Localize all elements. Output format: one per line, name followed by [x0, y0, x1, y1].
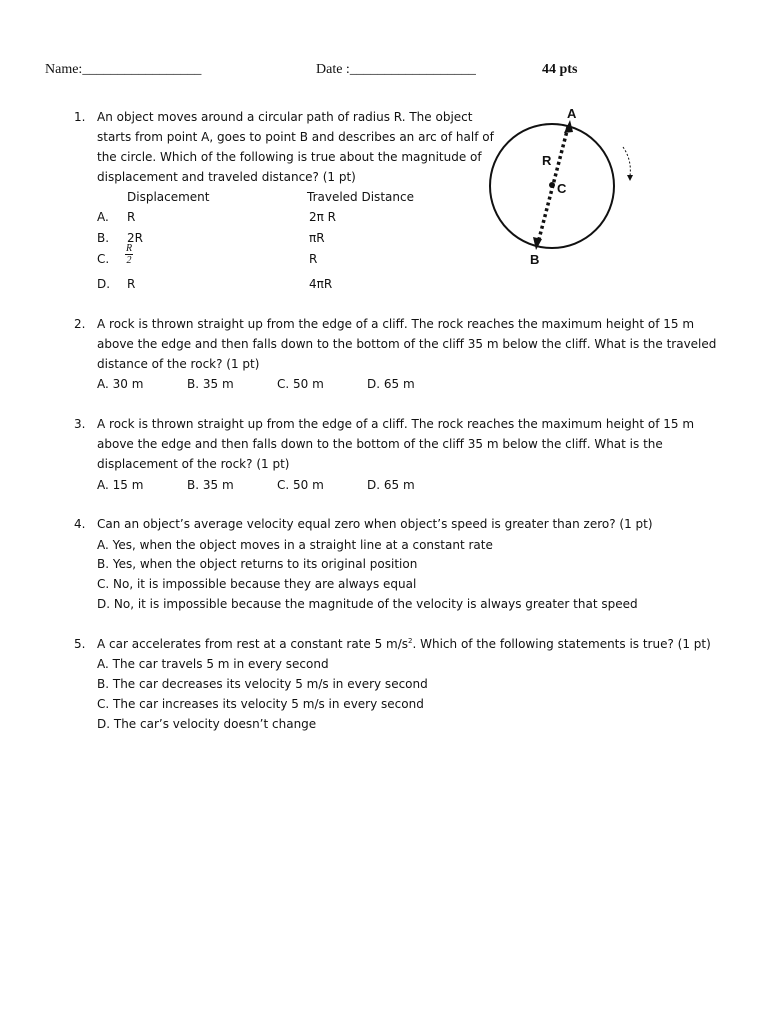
stem-after: . Which of the following statements is true? (1 pt) — [412, 637, 711, 651]
option-distance: 4πR — [309, 277, 333, 291]
question-text-line: displacement and traveled distance? (1 pt) — [97, 170, 356, 184]
question-text-line: A rock is thrown straight up from the edge of a cliff. The rock reaches the maximum height of 15 m — [97, 417, 695, 431]
circular-path-diagram — [480, 100, 650, 275]
option-letter: C. — [97, 252, 110, 266]
column-header-displacement: Displacement — [127, 190, 210, 204]
question-text-line: the circle. Which of the following is true about the magnitude of — [97, 150, 482, 164]
option: C. The car increases its velocity 5 m/s in every second — [97, 697, 424, 711]
direction-arrowhead — [627, 175, 633, 181]
date-field-label: Date :__________________ — [316, 62, 476, 77]
center-label: C — [557, 181, 567, 196]
option: B. The car decreases its velocity 5 m/s in every second — [97, 677, 428, 691]
option: A. The car travels 5 m in every second — [97, 657, 329, 671]
option: B. 35 m — [187, 478, 234, 492]
option: B. Yes, when the object returns to its original position — [97, 557, 418, 571]
question-number: 5. — [74, 637, 86, 651]
point-b-label: B — [530, 252, 540, 267]
option: D. 65 m — [367, 377, 415, 391]
option: A. Yes, when the object moves in a straight line at a constant rate — [97, 538, 493, 552]
direction-arrow — [623, 147, 630, 176]
question-text-line: A rock is thrown straight up from the edge of a cliff. The rock reaches the maximum height of 15 m — [97, 317, 695, 331]
option: A. 30 m — [97, 377, 144, 391]
option-letter: A. — [97, 210, 109, 224]
total-points: 44 pts — [542, 62, 578, 77]
option-displacement: R — [127, 277, 136, 291]
option-distance: πR — [309, 231, 325, 245]
fraction-r-over-2 — [125, 244, 133, 265]
question-number: 1. — [74, 110, 86, 124]
option: A. 15 m — [97, 478, 144, 492]
option: D. The car’s velocity doesn’t change — [97, 717, 317, 731]
option-letter: B. — [97, 231, 110, 245]
question-number: 2. — [74, 317, 86, 331]
arrowhead-b — [533, 237, 542, 250]
question-number: 4. — [74, 517, 86, 531]
option: B. 35 m — [187, 377, 234, 391]
option-displacement: 2R — [127, 231, 143, 245]
option: D. 65 m — [367, 478, 415, 492]
option: C. 50 m — [277, 377, 324, 391]
question-text-line: starts from point A, goes to point B and describes an arc of half of — [97, 130, 494, 144]
question-text-line: Can an object’s average velocity equal zero when object’s speed is greater than zero? (1 pt) — [97, 517, 653, 531]
option: D. No, it is impossible because the magnitude of the velocity is always greater that speed — [97, 597, 638, 611]
question-text-line: displacement of the rock? (1 pt) — [97, 457, 290, 471]
radius-label: R — [542, 153, 552, 168]
option-displacement: R — [127, 210, 136, 224]
question-text-line: distance of the rock? (1 pt) — [97, 357, 260, 371]
stem-before: A car accelerates from rest at a constant rate 5 m/s — [97, 637, 409, 651]
question-text-line — [97, 637, 711, 651]
question-text-line: An object moves around a circular path of radius R. The object — [97, 110, 473, 124]
option-distance: R — [309, 252, 318, 266]
fraction-numerator: R — [126, 243, 133, 254]
column-header-distance: Traveled Distance — [307, 190, 414, 204]
option-letter: D. — [97, 277, 111, 291]
fraction-denominator: 2 — [126, 255, 132, 266]
option: C. 50 m — [277, 478, 324, 492]
name-field-label: Name:_________________ — [45, 62, 202, 77]
option-distance: 2π R — [309, 210, 337, 224]
center-point — [549, 182, 555, 188]
question-text-line: above the edge and then falls down to the bottom of the cliff 35 m below the cliff. What is the traveled — [97, 337, 717, 351]
question-number: 3. — [74, 417, 86, 431]
point-a-label: A — [567, 106, 577, 121]
question-text-line: above the edge and then falls down to the bottom of the cliff 35 m below the cliff. What is the — [97, 437, 663, 451]
option: C. No, it is impossible because they are always equal — [97, 577, 417, 591]
exponent: 2 — [408, 637, 413, 645]
